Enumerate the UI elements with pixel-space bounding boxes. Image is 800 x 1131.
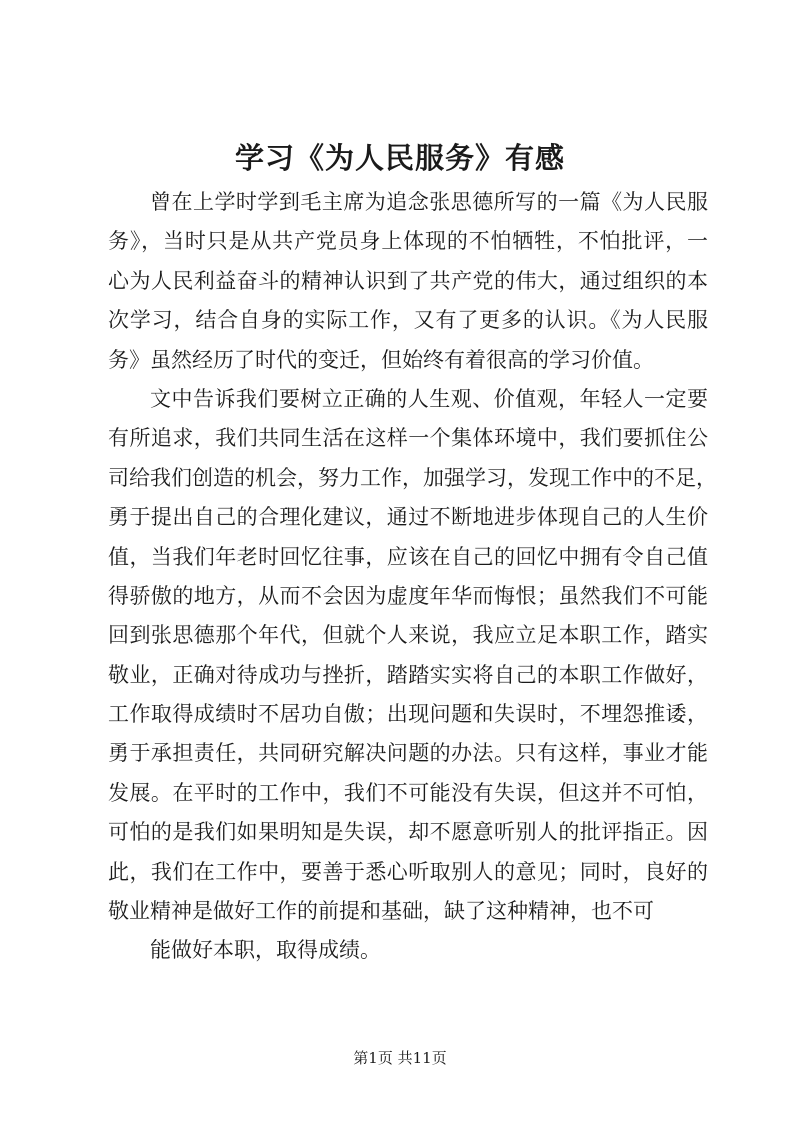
body-line: 务》虽然经历了时代的变迁，但始终有着很高的学习价值。 [108,347,654,372]
body-line: 此，我们在工作中，要善于悉心听取别人的意见；同时，良好的 [108,859,708,884]
body-line: 务》，当时只是从共产党员身上体现的不怕牺牲，不怕批评，一 [108,229,708,254]
body-line: 回到张思德那个年代，但就个人来说，我应立足本职工作，踏实 [108,623,708,648]
body-line: 司给我们创造的机会，努力工作，加强学习，发现工作中的不足， [108,465,717,490]
body-line: 次学习，结合自身的实际工作，又有了更多的认识。《为人民服 [108,308,708,333]
body-line: 勇于承担责任，共同研究解决问题的办法。只有这样，事业才能 [108,741,708,766]
body-line: 工作取得成绩时不居功自傲；出现问题和失误时，不埋怨推诿， [108,702,708,727]
body-line: 能做好本职，取得成绩。 [150,938,381,963]
body-line: 值，当我们年老时回忆往事，应该在自己的回忆中拥有令自己值 [108,544,708,569]
body-line: 有所追求，我们共同生活在这样一个集体环境中，我们要抓住公 [108,426,708,451]
document-body [108,183,717,971]
body-line: 心为人民利益奋斗的精神认识到了共产党的伟大，通过组织的本 [108,268,708,293]
body-line: 敬业精神是做好工作的前提和基础，缺了这种精神，也不可 [108,899,654,924]
body-line: 曾在上学时学到毛主席为追念张思德所写的一篇《为人民服 [150,190,708,214]
page-number-footer: 第1页 共11页 [353,1049,447,1067]
body-line: 可怕的是我们如果明知是失误，却不愿意听别人的批评指正。因 [108,820,708,845]
body-line: 勇于提出自己的合理化建议，通过不断地进步体现自己的人生价 [108,505,708,530]
body-line: 发展。在平时的工作中，我们不可能没有失误，但这并不可怕， [108,780,708,805]
body-line: 敬业，正确对待成功与挫折，踏踏实实将自己的本职工作做好， [108,662,708,687]
body-line: 得骄傲的地方，从而不会因为虚度年华而悔恨；虽然我们不可能 [108,583,708,608]
document-title: 学习《为人民服务》有感 [234,141,565,175]
body-line: 文中告诉我们要树立正确的人生观、价值观，年轻人一定要 [150,386,708,411]
